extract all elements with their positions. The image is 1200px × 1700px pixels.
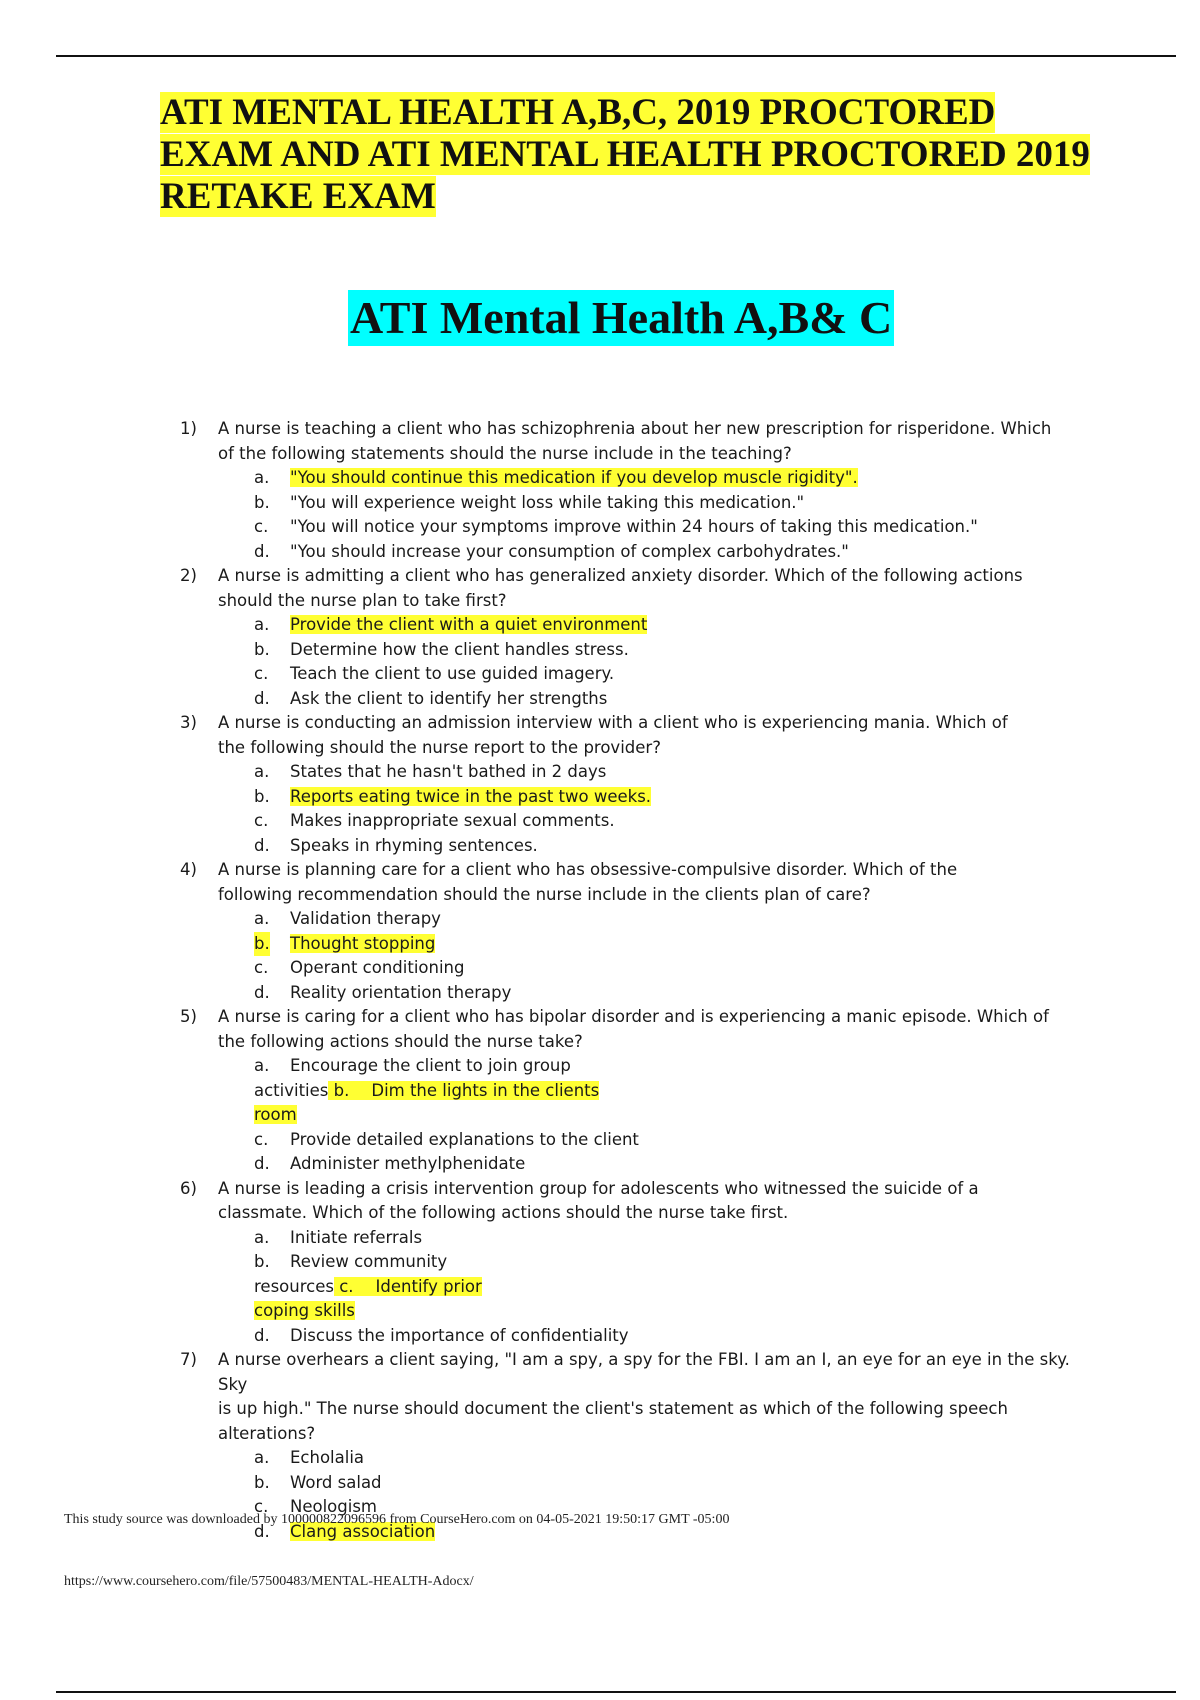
- option-b: b. Thought stopping: [218, 932, 1100, 957]
- question-text: A nurse overhears a client saying, "I am a spy, a spy for the FBI. I am an I, an eye for an eye in the sky. Sky is up high." The nurse should document the client's statement as which of the following speech alterations?: [218, 1350, 1070, 1443]
- question-text: A nurse is conducting an admission interview with a client who is experiencing mania. Which of the following should the nurse report to the provider?: [218, 713, 1008, 757]
- document-subtitle: ATI Mental Health A,B& C: [348, 290, 894, 346]
- answer-highlight: b. Dim the lights in the clients: [328, 1081, 599, 1100]
- top-rule: [56, 55, 1176, 57]
- option-d: d. "You should increase your consumption of complex carbohydrates.": [254, 541, 849, 561]
- source-url[interactable]: https://www.coursehero.com/file/57500483/MENTAL-HEALTH-Adocx/: [64, 1574, 474, 1589]
- option-b: b. Reports eating twice in the past two weeks.: [254, 786, 652, 806]
- question-list: [180, 417, 1100, 1544]
- question-text: A nurse is planning care for a client who has obsessive-compulsive disorder. Which of the following recommendation should the nurse include in the clients plan of care?: [218, 860, 958, 904]
- question-5: [180, 1005, 1100, 1177]
- question-text: A nurse is admitting a client who has generalized anxiety disorder. Which of the following actions should the nurse plan to take first?: [218, 566, 1023, 610]
- question-number: 6): [180, 1178, 197, 1198]
- question-number: 1): [180, 419, 197, 438]
- option-list: [218, 907, 1100, 1005]
- question-number: 4): [180, 860, 197, 879]
- title-line-2: EXAM AND ATI MENTAL HEALTH PROCTORED 2019: [160, 134, 1090, 175]
- option-list: [218, 613, 1100, 711]
- answer-highlight: Clang association: [290, 1521, 436, 1541]
- question-number: 2): [180, 566, 197, 585]
- answer-highlight: Reports eating twice in the past two weeks.: [290, 786, 652, 806]
- option-a: a. Echolalia: [254, 1448, 365, 1467]
- option-d: d. Speaks in rhyming sentences.: [254, 835, 538, 855]
- option-c: c. Neologism: [254, 1497, 377, 1516]
- option-d: d. Administer methylphenidate: [254, 1154, 526, 1173]
- bottom-rule: [56, 1691, 1176, 1693]
- option-list: [218, 1226, 1100, 1349]
- option-list: [218, 466, 1100, 564]
- question-2: [180, 564, 1100, 711]
- question-number: 5): [180, 1007, 197, 1026]
- option-c: c. Operant conditioning: [254, 958, 465, 977]
- option-c: c. Provide detailed explanations to the client: [254, 1129, 639, 1149]
- document-title: [160, 92, 1120, 218]
- option-b: b. Word salad: [254, 1472, 382, 1492]
- option-d: d. Reality orientation therapy: [254, 982, 512, 1002]
- option-c: c. Teach the client to use guided imagery.: [254, 664, 615, 683]
- option-d: d. Clang association: [254, 1521, 436, 1541]
- answer-highlight: Thought stopping: [290, 933, 436, 953]
- question-1: [180, 417, 1100, 564]
- option-b: b. Determine how the client handles stress.: [254, 639, 629, 659]
- source-note: This study source was downloaded by 100000822096596 from CourseHero.com on 04-05-2021 19:50:17 GMT -05:00: [64, 1512, 730, 1527]
- option-b-tail: room: [254, 1105, 297, 1124]
- option-c: c. "You will notice your symptoms improve within 24 hours of taking this medication.": [254, 517, 978, 536]
- question-text: A nurse is leading a crisis intervention group for adolescents who witnessed the suicide of a classmate. Which of the following actions should the nurse take first.: [218, 1178, 979, 1222]
- option-c: c. Makes inappropriate sexual comments.: [254, 811, 615, 830]
- option-a: a. Initiate referrals: [254, 1227, 423, 1247]
- question-number: 3): [180, 713, 197, 732]
- title-line-3: RETAKE EXAM: [160, 176, 436, 217]
- question-3: [180, 711, 1100, 858]
- option-a: a. States that he hasn't bathed in 2 days: [254, 762, 607, 781]
- question-4: [180, 858, 1100, 1005]
- option-d: d. Ask the client to identify her strengths: [254, 688, 608, 708]
- answer-highlight: "You should continue this medication if you develop muscle rigidity".: [290, 468, 858, 487]
- option-list: [218, 760, 1100, 858]
- answer-highlight: Provide the client with a quiet environment: [290, 615, 648, 634]
- option-b: b. "You will experience weight loss while taking this medication.": [254, 492, 805, 512]
- option-a: a. "You should continue this medication if you develop muscle rigidity".: [254, 468, 858, 487]
- option-list: [218, 1054, 1100, 1177]
- answer-highlight: c. Identify prior: [334, 1277, 482, 1296]
- question-text: A nurse is caring for a client who has bipolar disorder and is experiencing a manic episode. Which of the following actions should the nurse take?: [218, 1007, 1049, 1051]
- question-6: [180, 1177, 1100, 1349]
- option-a: a. Provide the client with a quiet environment: [254, 615, 648, 634]
- option-d: d. Discuss the importance of confidentiality: [254, 1325, 629, 1345]
- title-line-1: ATI MENTAL HEALTH A,B,C, 2019 PROCTORED: [160, 92, 996, 133]
- option-c-wrapped: resources c. Identify prior: [254, 1276, 482, 1296]
- option-a: a. Encourage the client to join group: [254, 1056, 571, 1075]
- option-list: [218, 1446, 1100, 1544]
- option-a: a. Validation therapy: [254, 909, 441, 928]
- question-number: 7): [180, 1350, 197, 1369]
- question-text: A nurse is teaching a client who has schizophrenia about her new prescription for risperidone. Which of the following statements should the nurse include in the teaching?: [218, 419, 1052, 463]
- option-b-wrapped: activities b. Dim the lights in the clients: [254, 1080, 600, 1100]
- option-b: b. Review community: [254, 1252, 448, 1271]
- option-c-tail: coping skills: [254, 1301, 355, 1320]
